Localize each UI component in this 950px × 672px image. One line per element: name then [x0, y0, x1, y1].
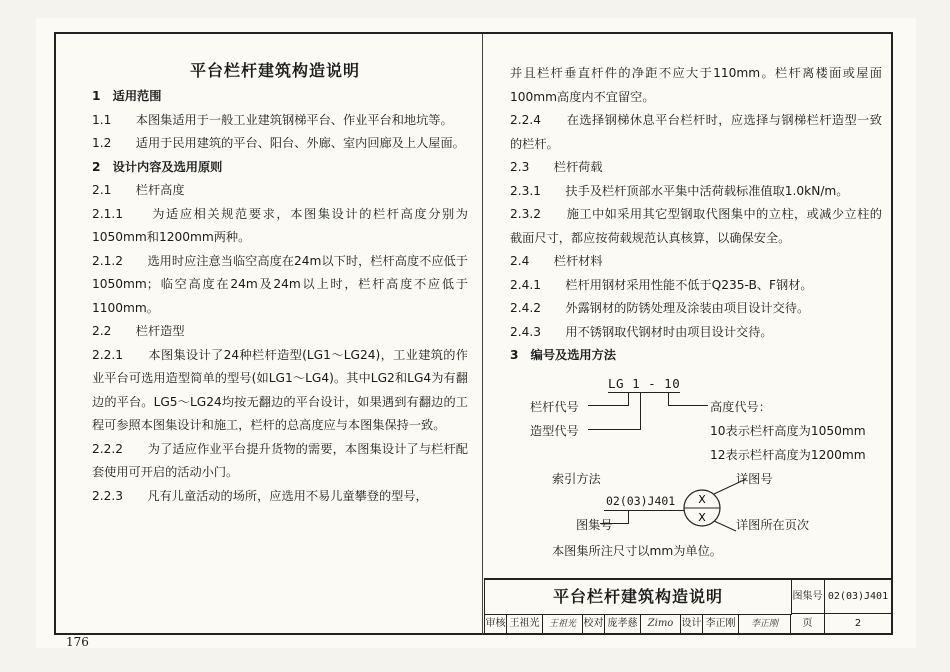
paragraph: 2.2.4 在选择钢梯休息平台栏杆时，应选择与钢梯栏杆造型一致的栏杆。: [510, 113, 882, 151]
code-underline: [608, 392, 680, 393]
paragraph: 2.4 栏杆材料: [510, 254, 603, 268]
height-10-desc: 10表示栏杆高度为1050mm: [710, 424, 866, 438]
paragraph: 2.4.2 外露钢材的防锈处理及涂装由项目设计交待。: [510, 301, 810, 315]
index-method-label: 索引方法: [552, 472, 601, 486]
right-paragraphs: [510, 62, 882, 368]
design-label: 设计: [681, 614, 703, 634]
designer-name: 李正刚: [703, 614, 739, 634]
paragraph: 1.1 本图集适用于一般工业建筑钢梯平台、作业平台和地坑等。: [92, 112, 453, 127]
atlas-code: 02(03)J401: [606, 494, 676, 508]
checker-signature: Zimo: [641, 614, 681, 634]
review-label: 审核: [485, 614, 507, 634]
paragraph: 2.3.1 扶手及栏杆顶部水平集中活荷载标准值取1.0kN/m。: [510, 183, 849, 198]
height-12-desc: 12表示栏杆高度为1200mm: [710, 448, 866, 462]
paragraph: 2.2.1 本图集设计了24种栏杆造型(LG1～LG24)，工业建筑的作业平台可选用造型简单的型号(如LG1～LG4)。其中LG2和LG4为有翻边的平台。LG5～LG24均按无翻边的平台设计，如果遇到有翻边的工程可参照本图集设计和施工，栏杆的总高度应与本图集保持一致。: [92, 347, 468, 432]
index-mark: [678, 483, 738, 533]
detail-page-leader: [714, 521, 736, 531]
paragraph: 2.1.2 选用时应注意当临空高度在24m以下时，栏杆高度不应低于1050mm；临空高度在24m及24m以上时，栏杆高度不应低于1100mm。: [92, 253, 468, 315]
designer-signature: 李正刚: [739, 614, 791, 634]
paragraph: 2.2 栏杆造型: [92, 324, 185, 338]
leader-height-horizontal: [668, 405, 708, 406]
book-page-number: 176: [66, 635, 89, 649]
left-column: [92, 58, 468, 508]
numbering-diagram: [500, 370, 890, 570]
atlas-no-label: 图集号: [791, 580, 825, 614]
paragraph: 2.2.2 为了适应作业平台提升货物的需要，本图集设计了与栏杆配套使用可开启的活动小门。: [92, 441, 468, 479]
type-code-label: 造型代号: [530, 424, 579, 438]
paragraph: 2.4.3 用不锈钢取代钢材时由项目设计交待。: [510, 324, 773, 339]
title-block: [484, 578, 891, 634]
model-code: LG 1 - 10: [608, 376, 681, 391]
paragraph: 2.1.1 为适应相关规范要求，本图集设计的栏杆高度分别为1050mm和1200mm两种。: [92, 206, 468, 244]
right-column: [510, 62, 882, 368]
index-mark-top: X: [698, 493, 706, 506]
index-mark-bottom: X: [698, 511, 706, 524]
atlas-leader-vertical: [628, 511, 629, 523]
paragraph: 2.2.3 凡有儿童活动的场所，应选用不易儿童攀登的型号，: [92, 488, 428, 503]
height-code-label: 高度代号：: [710, 400, 771, 414]
check-label: 校对: [583, 614, 605, 634]
title-block-title: 平台栏杆建筑构造说明: [485, 580, 792, 615]
paragraph: 2.3.2 施工中如采用其它型钢取代图集中的立柱，或减少立柱的截面尺寸，都应按荷载规范认真核算，以确保安全。: [510, 207, 882, 245]
reviewer-signature: 王祖光: [543, 614, 583, 634]
column-divider: [482, 34, 483, 634]
leader-type-vertical: [640, 393, 641, 429]
paragraph: 2.1 栏杆高度: [92, 183, 185, 197]
leader-railing-horizontal: [588, 405, 629, 406]
atlas-no: 02(03)J401: [825, 580, 892, 614]
page-no: 2: [825, 614, 892, 634]
atlas-label: 图集号: [576, 518, 613, 532]
paragraph: 3 编号及选用方法: [510, 348, 616, 362]
detail-page-label: 详图所在页次: [736, 518, 810, 532]
paragraph: 并且栏杆垂直杆件的净距不应大于110mm。栏杆离楼面或屋面100mm高度内不宜留空。: [510, 66, 882, 104]
paragraph: 2.3 栏杆荷载: [510, 160, 603, 174]
leader-type-horizontal: [588, 429, 641, 430]
leader-height-vertical: [668, 393, 669, 405]
checker-name: 庞孝慈: [605, 614, 641, 634]
reviewer-name: 王祖光: [507, 614, 543, 634]
paragraph: 1.2 适用于民用建筑的平台、阳台、外廊、室内回廊及上人屋面。: [92, 136, 465, 150]
leader-railing-vertical: [628, 393, 629, 405]
page-title: 平台栏杆建筑构造说明: [189, 61, 360, 80]
left-paragraphs: [92, 85, 468, 508]
paragraph: 1 适用范围: [92, 89, 162, 103]
paragraph: 2 设计内容及选用原则: [92, 159, 223, 174]
paragraph: 2.4.1 栏杆用钢材采用性能不低于Q235-B、F钢材。: [510, 277, 813, 292]
detail-no-label: 详图号: [736, 472, 773, 486]
unit-note: 本图集所注尺寸以mm为单位。: [552, 544, 722, 558]
index-leader-line: [604, 510, 684, 511]
page-label: 页: [791, 614, 825, 634]
railing-code-label: 栏杆代号: [530, 400, 579, 414]
